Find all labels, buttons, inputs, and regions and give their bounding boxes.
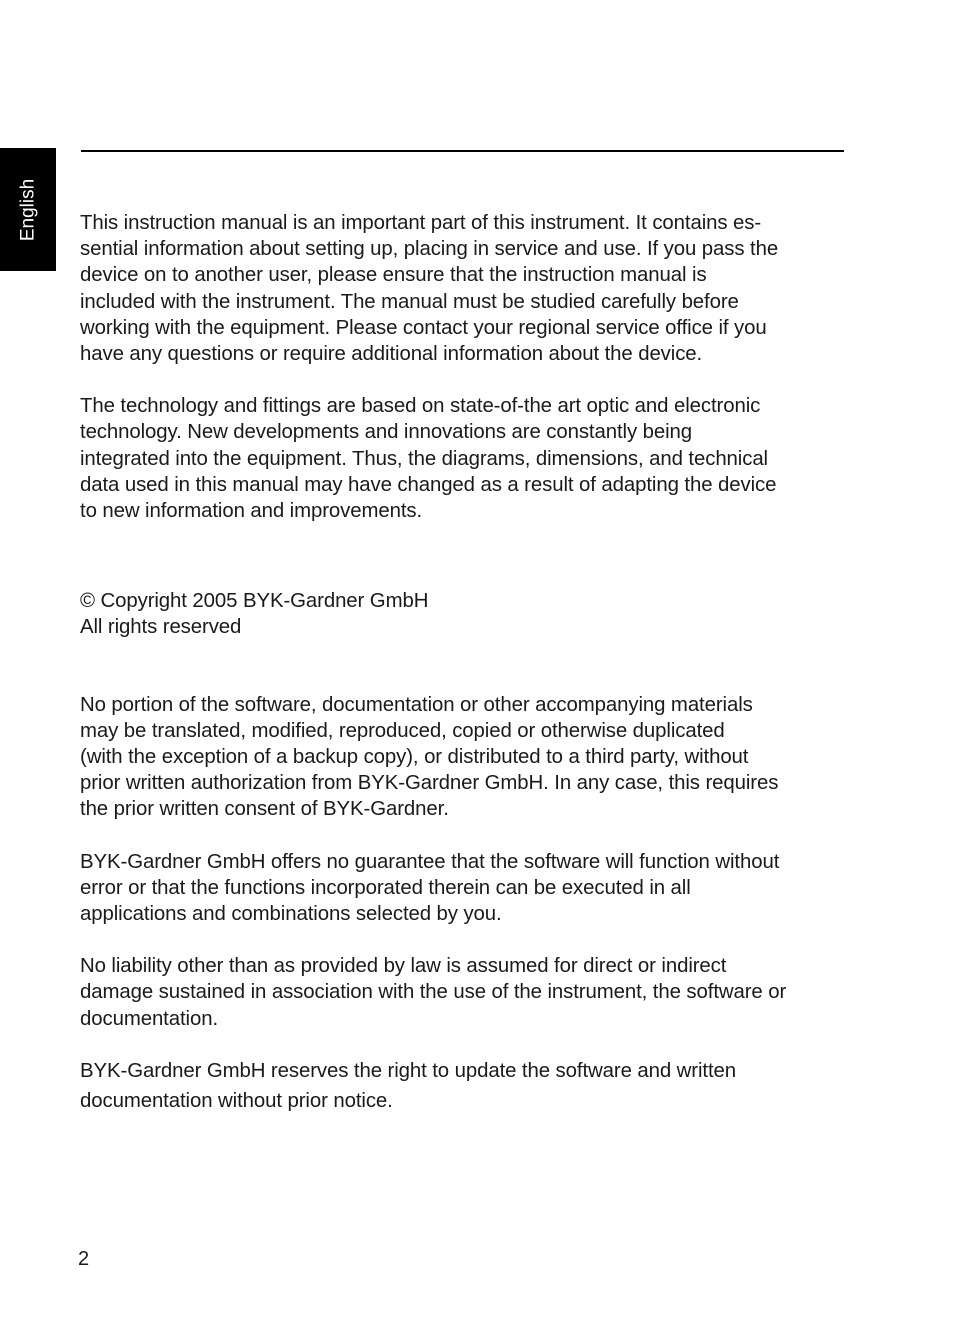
paragraph-reproduction <box>80 692 850 823</box>
page-number: 2 <box>78 1248 90 1270</box>
text-line: prior written authorization from BYK-Gardner GmbH. In any case, this requires <box>80 772 779 795</box>
text-line: documentation without prior notice. <box>80 1090 393 1113</box>
text-line: The technology and fittings are based on state-of-the art optic and electronic <box>80 395 761 418</box>
text-line: BYK-Gardner GmbH offers no guarantee that the software will function without <box>80 850 780 873</box>
text-line: sential information about setting up, placing in service and use. If you pass the <box>80 238 779 261</box>
text-line: documentation. <box>80 1007 219 1030</box>
text-line: technology. New developments and innovations are constantly being <box>80 421 693 444</box>
page-body <box>80 210 850 1114</box>
paragraph-copyright <box>80 588 850 640</box>
text-line: integrated into the equipment. Thus, the diagrams, dimensions, and technical <box>80 447 768 470</box>
text-line: This instruction manual is an important part of this instrument. It contains es- <box>80 212 762 234</box>
text-line: included with the instrument. The manual must be studied carefully before <box>80 290 739 313</box>
language-tab <box>0 148 56 271</box>
text-line: working with the equipment. Please contact your regional service office if you <box>80 316 767 339</box>
text-line: error or that the functions incorporated therein can be executed in all <box>80 876 691 899</box>
text-line: to new information and improvements. <box>80 500 423 523</box>
text-line: may be translated, modified, reproduced, copied or otherwise duplicated <box>80 719 725 742</box>
text-line: No portion of the software, documentation or other accompanying materials <box>80 693 753 716</box>
header-divider <box>81 150 844 152</box>
text-line: applications and combinations selected by you. <box>80 903 502 926</box>
text-line: have any questions or require additional information about the device. <box>80 343 703 366</box>
text-line: the prior written consent of BYK-Gardner. <box>80 798 449 821</box>
text-line: device on to another user, please ensure that the instruction manual is <box>80 264 707 287</box>
paragraph-liability <box>80 953 850 1032</box>
language-tab-label: English <box>17 178 39 242</box>
text-line: data used in this manual may have changed as a result of adapting the device <box>80 473 777 496</box>
text-line: No liability other than as provided by law is assumed for direct or indirect <box>80 955 727 978</box>
text-line: BYK-Gardner GmbH reserves the right to update the software and written <box>80 1059 737 1082</box>
text-line: (with the exception of a backup copy), or distributed to a third party, without <box>80 746 749 769</box>
rights-reserved-line: All rights reserved <box>80 616 242 639</box>
paragraph-no-guarantee <box>80 849 850 928</box>
paragraph-updates <box>80 1058 850 1114</box>
text-line: damage sustained in association with the use of the instrument, the software or <box>80 981 787 1004</box>
paragraph-technology <box>80 393 850 524</box>
copyright-line: © Copyright 2005 BYK-Gardner GmbH <box>80 590 429 613</box>
paragraph-manual-importance <box>80 210 850 367</box>
